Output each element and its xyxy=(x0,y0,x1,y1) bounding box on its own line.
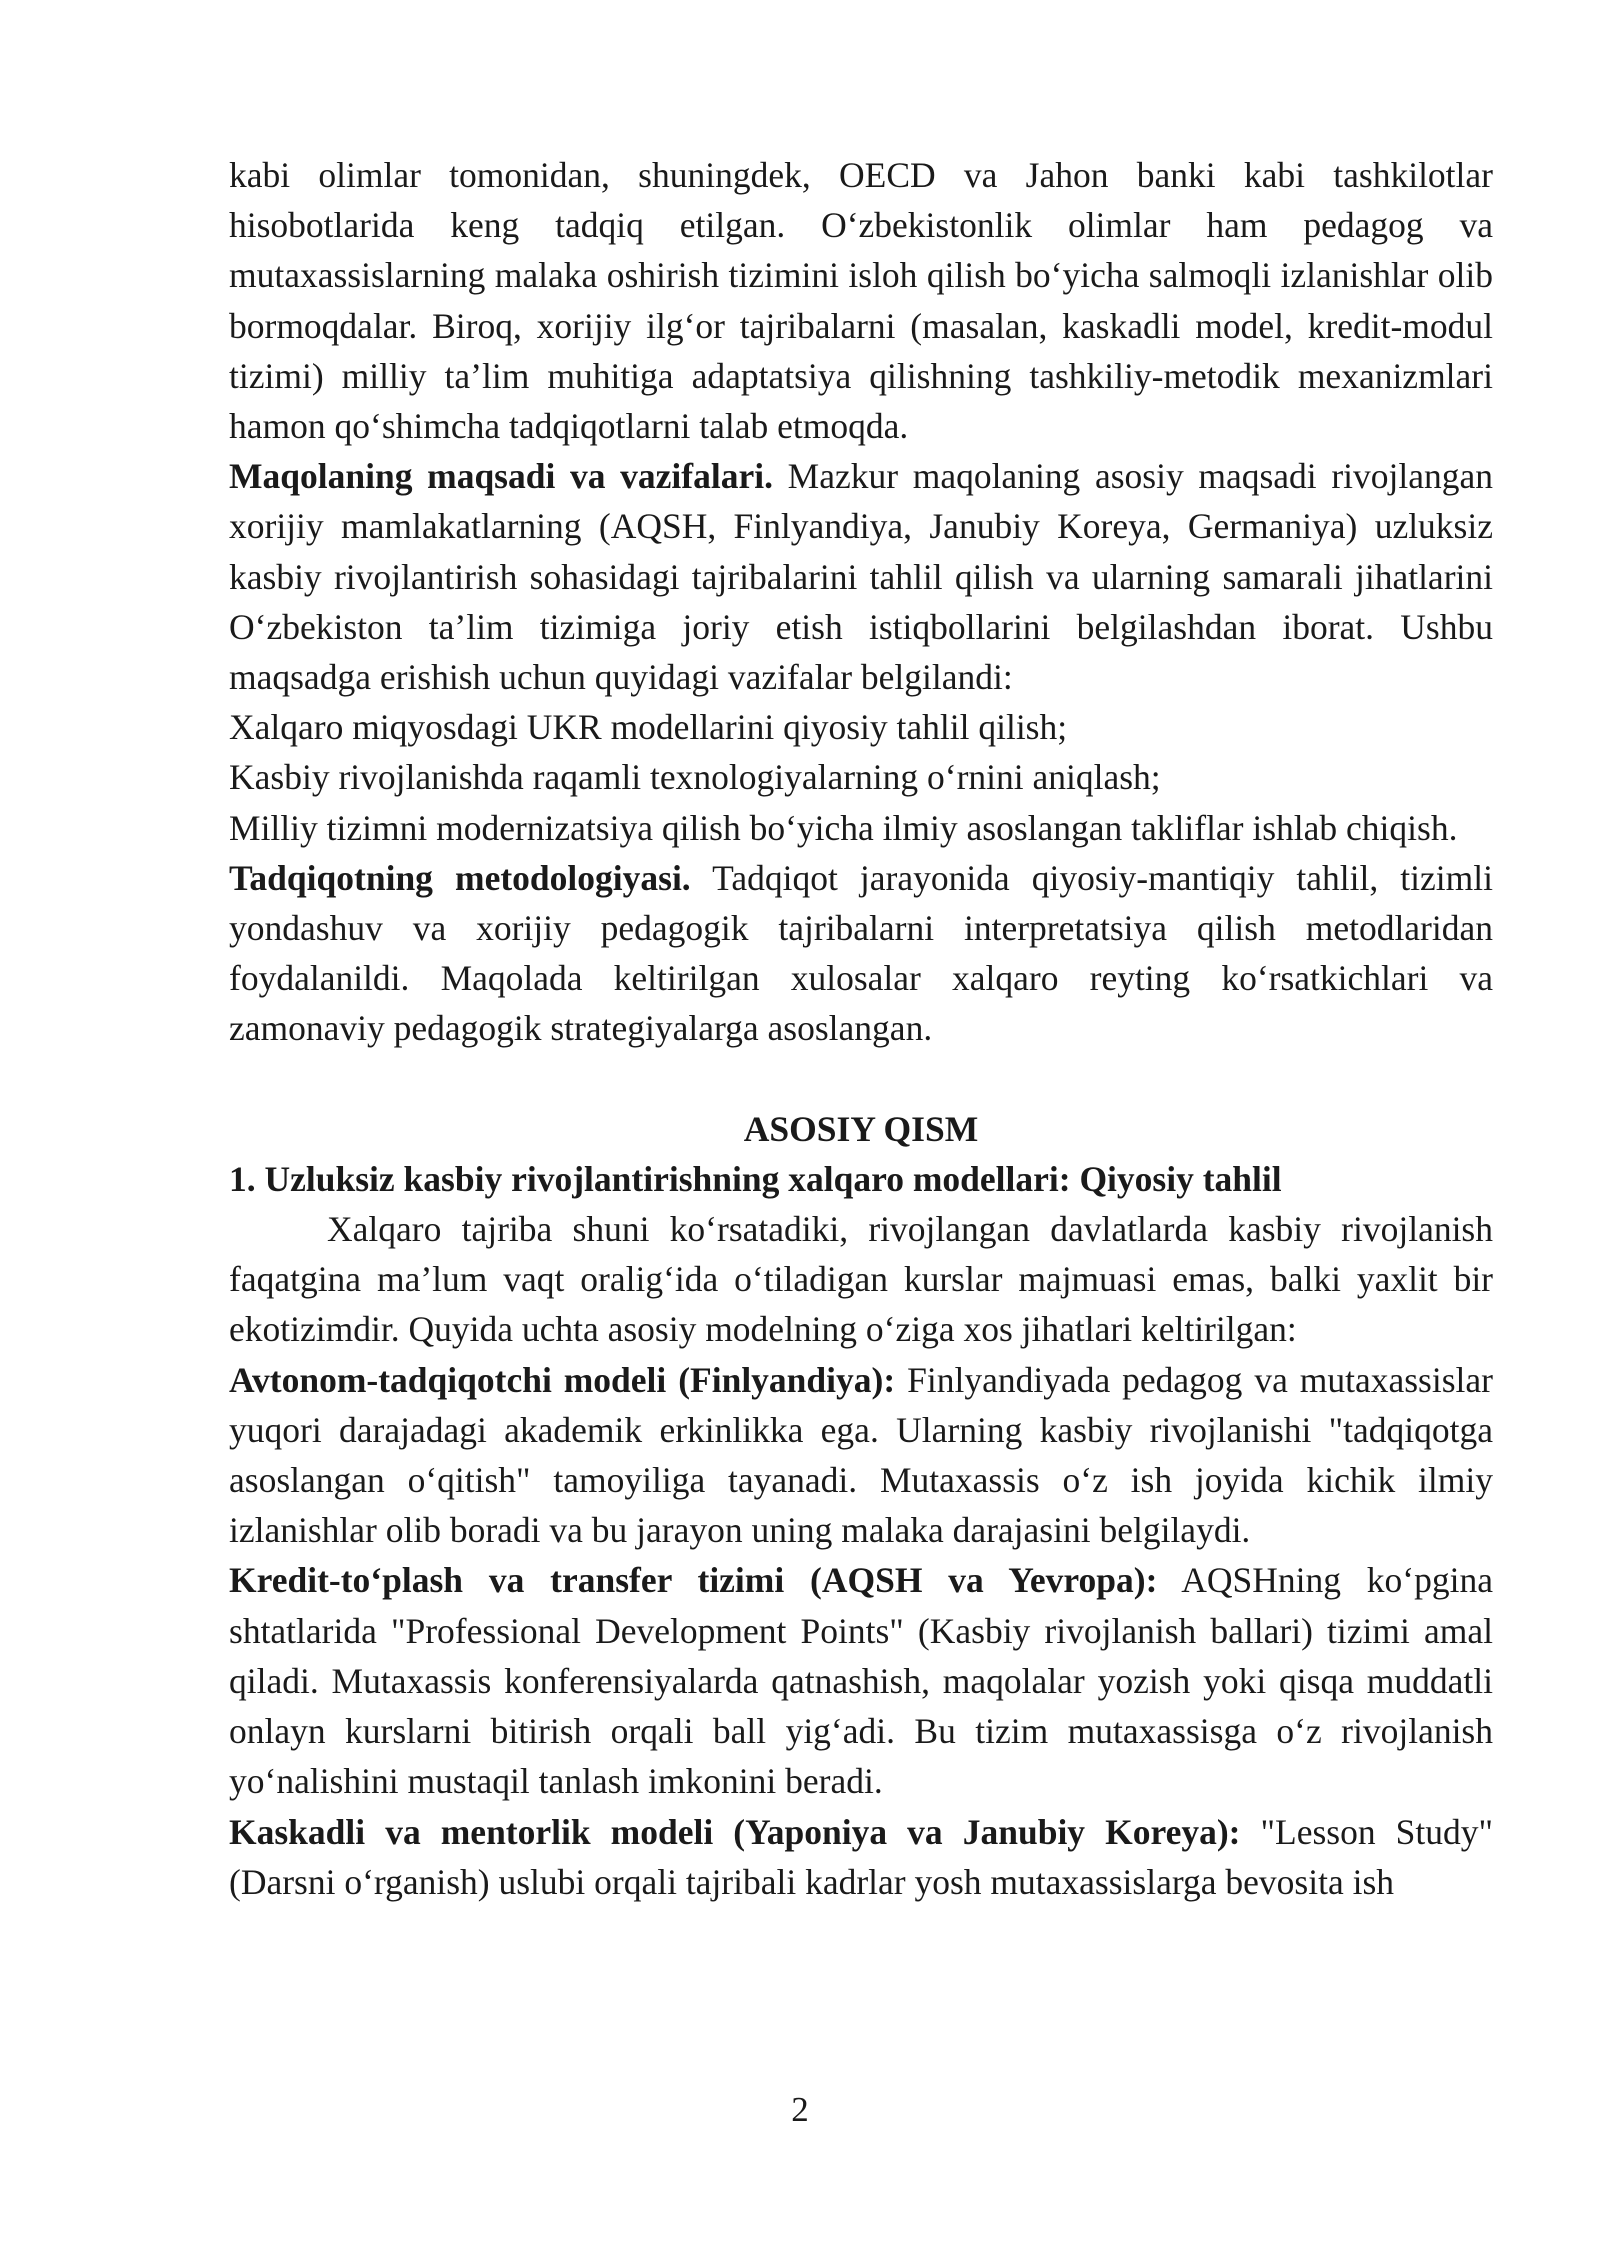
task-text-2: Kasbiy rivojlanishda raqamli texnologiyalarning o‘rnini aniqlash; xyxy=(229,757,1161,798)
intro-text: kabi olimlar tomonidan, shuningdek, OECD va Jahon banki kabi tashkilotlar hisobotlarida keng tadqiq etilgan. O‘zbekistonlik olimlar ham pedagog va mutaxassislarning malaka oshirish tizimini isloh qilish bo‘yicha salmoqli izlanishlar olib bormoqdalar. Biroq, xorijiy ilg‘or tajribalarni (masalan, kaskadli model, kredit-modul tizimi) milliy ta’lim muhitiga adaptatsiya qilishning tashkiliy-metodik mexanizmlari hamon qo‘shimcha tadqiqotlarni talab etmoqda. xyxy=(229,155,1493,447)
finland-model-text: Finlyandiyada pedagog va mutaxassislar yuqori darajadagi akademik erkinlikka ega. Ularning kasbiy rivojlanishi "tadqiqotga asoslangan o‘qitish" tamoyiliga tayanadi. Mutaxassis o‘z ish joyida kichik ilmiy izlanishlar olib boradi va bu jarayon uning malaka darajasini belgilaydi. xyxy=(229,1359,1493,1551)
section-title: ASOSIY QISM xyxy=(743,1108,979,1149)
methodology-lead: Tadqiqotning metodologiyasi. xyxy=(229,857,691,898)
page-number: 2 xyxy=(791,2090,809,2129)
finland-model-lead: Avtonom-tadqiqotchi modeli (Finlyandiya): xyxy=(229,1359,896,1400)
goals-lead: Maqolaning maqsadi va vazifalari. xyxy=(229,456,773,497)
cascade-model-lead: Kaskadli va mentorlik modeli (Yaponiya va Janubiy Koreya): xyxy=(229,1811,1241,1852)
task-text-1: Xalqaro miqyosdagi UKR modellarini qiyosiy tahlil qilish; xyxy=(229,707,1068,748)
document-page xyxy=(229,150,1493,1907)
task-item-3 xyxy=(229,803,1493,853)
international-text: Xalqaro tajriba shuni ko‘rsatadiki, rivojlangan davlatlarda kasbiy rivojlanish faqatgina ma’lum vaqt oralig‘ida o‘tiladigan kurslar majmuasi emas, balki yaxlit bir ekotizimdir. Quyida uchta asosiy modelning o‘ziga xos jihatlari keltirilgan: xyxy=(229,1209,1493,1350)
goals-text: Mazkur maqolaning asosiy maqsadi rivojlangan xorijiy mamlakatlarning (AQSH, Finlyandiya, Janubiy Koreya, Germaniya) uzluksiz kasbiy rivojlantirish sohasidagi tajribalarini tahlil qilish va ularning samarali jihatlarini O‘zbekiston ta’lim tizimiga joriy etish istiqbollarini belgilashdan iborat. Ushbu maqsadga erishish uchun quyidagi vazifalar belgilandi: xyxy=(229,456,1494,698)
task-item-1 xyxy=(229,702,1493,752)
international-paragraph xyxy=(229,1204,1493,1355)
task-text-3: Milliy tizimni modernizatsiya qilish bo‘yicha ilmiy asoslangan takliflar ishlab chiqish. xyxy=(229,807,1458,848)
credit-model-lead: Kredit-to‘plash va transfer tizimi (AQSH va Yevropa): xyxy=(229,1560,1158,1601)
cascade-model-paragraph xyxy=(229,1807,1493,1907)
goals-paragraph xyxy=(229,451,1493,702)
credit-model-text: AQSHning ko‘pgina shtatlarida "Professional Development Points" (Kasbiy rivojlanish ballari) tizimi amal qiladi. Mutaxassis konferensiyalarda qatnashish, maqolalar yozish yoki qisqa muddatli onlayn kurslarni bitirish orqali ball yig‘adi. Bu tizim mutaxassisga o‘z rivojlanish yo‘nalishini mustaqil tanlash imkonini beradi. xyxy=(229,1560,1493,1802)
subsection-title: 1. Uzluksiz kasbiy rivojlantirishning xalqaro modellari: Qiyosiy tahlil xyxy=(229,1158,1282,1199)
credit-model-paragraph xyxy=(229,1555,1493,1806)
intro-paragraph xyxy=(229,150,1493,451)
task-item-2 xyxy=(229,752,1493,802)
finland-model-paragraph xyxy=(229,1355,1493,1556)
methodology-text: Tadqiqot jarayonida qiyosiy-mantiqiy tahlil, tizimli yondashuv va xorijiy pedagogik tajribalarni interpretatsiya qilish metodlaridan foydalanildi. Maqolada keltirilgan xulosalar xalqaro reyting ko‘rsatkichlari va zamonaviy pedagogik strategiyalarga asoslangan. xyxy=(229,857,1493,1049)
cascade-model-text: "Lesson Study" (Darsni o‘rganish) uslubi orqali tajribali kadrlar yosh mutaxassislarga bevosita ish xyxy=(229,1811,1493,1902)
methodology-paragraph xyxy=(229,853,1493,1054)
